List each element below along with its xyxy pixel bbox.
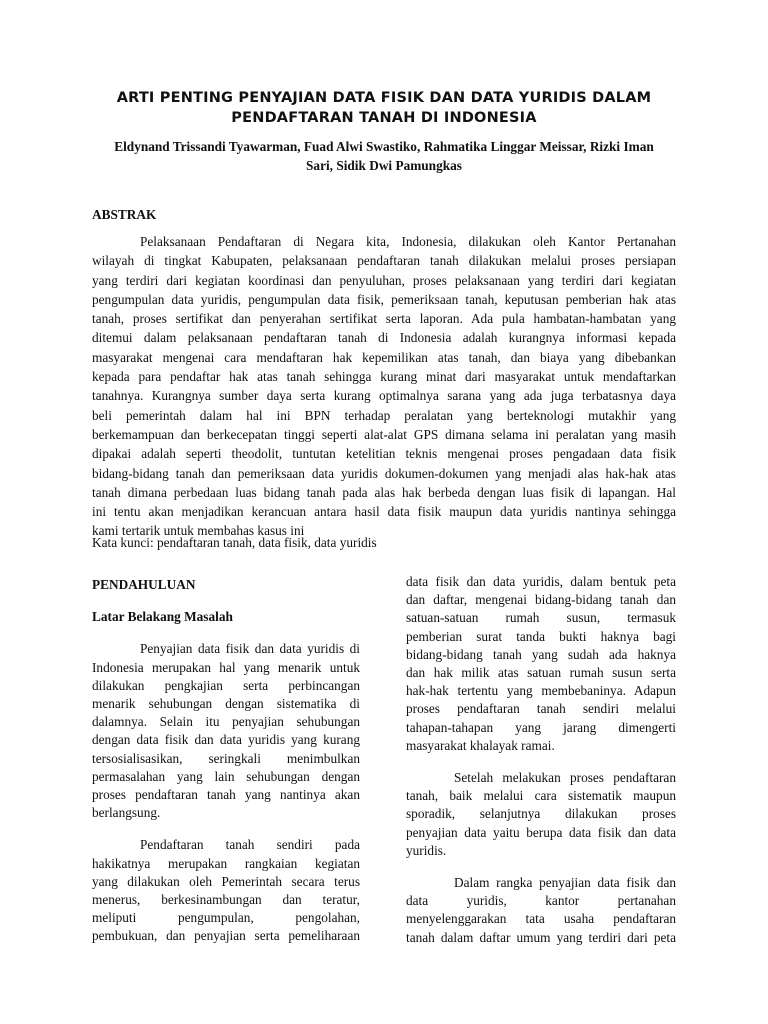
abstract-line: kami tertarik untuk membahas kasus ini [92, 523, 305, 539]
text-line: Pendaftaran tanah sendiri pada [140, 837, 360, 853]
text-line: yuridis. [406, 842, 447, 858]
text-line: menyelenggarakan tata usaha pendaftaran [406, 911, 676, 927]
text-line: dan hak milik atas satuan rumah susun serta [406, 665, 676, 681]
right-column [406, 573, 676, 961]
abstract-line: ditemui dalam pelaksanaan pendaftaran tanah di Indonesia adalah kurangnya informasi kepada [92, 330, 676, 346]
text-line: data fisik dan data yuridis, dalam bentuk peta [406, 574, 676, 589]
text-line: Setelah melakukan proses pendaftaran [454, 770, 676, 786]
paragraph [406, 769, 676, 860]
text-line: Dalam rangka penyajian data fisik dan [454, 875, 676, 891]
abstract-line: tanahnya. Kurangnya sumber daya serta kurang optimalnya sarana yang ada juga terbatasnya daya [92, 388, 676, 404]
abstract-line: wilayah di tingkat Kabupaten, pelaksanaan pendaftaran tanah dilakukan melalui proses persiapan [92, 253, 676, 269]
abstract-line: pengumpulan data yuridis, pengumpulan data fisik, pemeriksaan tanah, keputusan pemberian hak atas [92, 291, 676, 307]
text-line: pembukuan, dan penyajian serta pemeliharaan [92, 928, 360, 944]
subsection-heading: Latar Belakang Masalah [92, 609, 233, 625]
text-line: Indonesia merupakan hal yang menarik untuk [92, 659, 360, 675]
text-line: masyarakat khalayak ramai. [406, 737, 555, 753]
authors-line: Eldynand Trissandi Tyawarman, Fuad Alwi Swastiko, Rahmatika Linggar Meissar, Rizki Iman [114, 139, 654, 154]
abstract-line: berkemampuan dan berkecepatan tinggi seperti alat-alat GPS dimana selama ini peralatan yang masih [92, 426, 676, 442]
abstract-line: kepada para pendaftar hak atas tanah sehingga kurang minat dari masyarakat untuk mendaftarkan [92, 369, 676, 385]
text-line: proses pendaftaran tanah yang nantinya akan [92, 787, 360, 803]
text-line: tanah, baik melalui cara sistematik maupun [406, 788, 676, 804]
abstract-line: tanah dimana perbedaan luas bidang tanah pada alas hak berbeda dengan luas fisik di lapangan. Hal [92, 484, 676, 500]
text-line: tahapan-tahapan yang jarang dimengerti [406, 719, 676, 735]
paper-title [60, 88, 708, 128]
abstract-heading: ABSTRAK [92, 207, 157, 222]
abstract-body [92, 232, 676, 541]
title-line: PENDAFTARAN TANAH DI INDONESIA [231, 110, 537, 126]
text-line: permasalahan yang lain sehubungan dengan [92, 768, 360, 784]
text-line: pemberian surat tanda bukti haknya bagi [406, 628, 676, 644]
title-line: ARTI PENTING PENYAJIAN DATA FISIK DAN DATA YURIDIS DALAM [116, 90, 652, 106]
keywords: Kata kunci: pendaftaran tanah, data fisik, data yuridis [92, 535, 377, 550]
abstract-line: yang terdiri dari kegiatan koordinasi dan penyuluhan, proses pelaksanaan yang terdiri dari kegiatan [92, 272, 676, 288]
abstract-line: tanah, proses sertifikat dan penyerahan sertifikat serta laporan. Ada pula hambatan-hambatan yang [92, 311, 676, 327]
author-list [90, 137, 678, 175]
text-line: hakikatnya merupakan rangkaian kegiatan [92, 855, 360, 871]
text-line: menarik sehubungan dengan sistematika di [92, 696, 360, 712]
text-line: dengan data fisik dan data yuridis yang kurang [92, 732, 360, 748]
text-line: meliputi pengumpulan, pengolahan, [92, 910, 360, 926]
abstract-line: ini tentu akan menjadikan kerancuan antara hasil data fisik maupun data yuridis nantinya sehingga [92, 504, 676, 520]
text-line: berlangsung. [92, 805, 161, 821]
text-line: dan daftar, mengenai bidang-bidang tanah dan [406, 592, 676, 608]
text-line: penyajian data yaitu berupa data fisik dan data [406, 824, 676, 840]
text-line: hak-hak tertentu yang membebaninya. Adapun [406, 683, 676, 699]
text-line: sporadik, selanjutnya dilakukan proses [406, 806, 676, 822]
text-line: yang dilakukan oleh Pemerintah secara terus [92, 873, 360, 889]
paragraph [92, 836, 360, 945]
text-line: bidang-bidang tanah yang sudah ada haknya [406, 646, 676, 662]
section-heading: PENDAHULUAN [92, 577, 196, 592]
abstract-line: dipakai adalah seperti theodolit, tuntutan ketelitian teknis mengenai proses pengadaan data fisik [92, 446, 676, 462]
abstract-line: Pelaksanaan Pendaftaran di Negara kita, Indonesia, dilakukan oleh Kantor Pertanahan [140, 234, 676, 249]
text-line: dilakukan pengkajian serta perbincangan [92, 677, 360, 693]
text-line: tanah dalam daftar umum yang terdiri dari peta [406, 929, 676, 945]
text-line: proses pendaftaran tanah sendiri melalui [406, 701, 676, 717]
paragraph [406, 573, 676, 755]
paragraph [92, 640, 360, 822]
abstract-line: beli pemerintah dalam hal ini BPN terhadap peralatan yang berteknologi mutakhir yang [92, 407, 676, 423]
text-line: menerus, berkesinambungan dan teratur, [92, 892, 360, 908]
left-column [92, 576, 360, 960]
abstract-line: masyarakat mengenai cara mendaftaran hak kepemilikan atas tanah, dan biaya yang dibebankan [92, 349, 676, 365]
authors-line: Sari, Sidik Dwi Pamungkas [306, 158, 462, 173]
text-line: Penyajian data fisik dan data yuridis di [140, 641, 360, 657]
text-line: data yuridis, kantor pertanahan [406, 893, 676, 909]
text-line: satuan-satuan rumah susun, termasuk [406, 610, 676, 626]
abstract-line: bidang-bidang tanah dan pemeriksaan data yuridis dokumen-dokumen yang menjadi alas hak-hak atas [92, 465, 676, 481]
text-line: dalamnya. Selain itu penyajian sehubungan [92, 714, 360, 730]
text-line: tersosialisasikan, seringkali menimbulkan [92, 750, 360, 766]
paragraph [406, 874, 676, 947]
